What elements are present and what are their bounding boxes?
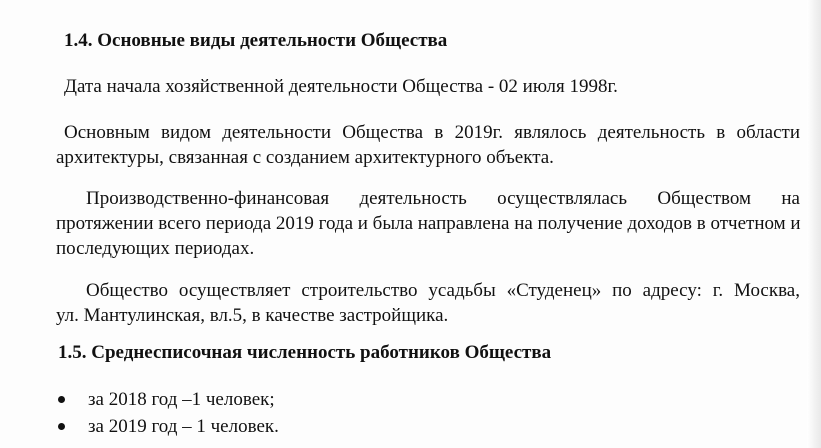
employee-count-2019: за 2019 год – 1 человек.: [88, 416, 279, 437]
bullet-icon: [58, 396, 65, 403]
scan-edge-shadow: [807, 0, 821, 448]
production-activity-paragraph: [56, 186, 800, 261]
list-item: [56, 386, 279, 413]
employee-count-list: [56, 386, 279, 440]
main-activity-line-2: архитектуры, связанная с созданием архитектурного объекта.: [56, 147, 554, 168]
start-date-text: Дата начала хозяйственной деятельности Общества - 02 июля 1998г.: [64, 76, 618, 97]
production-activity-line-3: последующих периодах.: [56, 238, 255, 259]
main-activity-line-1: Основным видом деятельности Общества в 2019г. являлось деятельность в области: [64, 122, 800, 143]
list-item: [56, 413, 279, 440]
start-date-paragraph: [64, 74, 764, 99]
section-1-4-heading: 1.4. Основные виды деятельности Общества: [64, 30, 448, 51]
production-activity-line-1: Производственно-финансовая деятельность осуществлялась Обществом на: [86, 188, 800, 209]
employee-count-2018: за 2018 год –1 человек;: [88, 389, 275, 410]
construction-line-1: Общество осуществляет строительство усадьбы «Студенец» по адресу: г. Москва,: [86, 280, 800, 301]
section-1-5-heading: 1.5. Среднесписочная численность работников Общества: [58, 342, 552, 363]
construction-line-2: ул. Мантулинская, вл.5, в качестве застройщика.: [56, 305, 449, 326]
main-activity-paragraph: [56, 120, 800, 170]
construction-paragraph: [56, 278, 800, 328]
bullet-icon: [58, 423, 65, 430]
production-activity-line-2: протяжении всего периода 2019 года и была направлена на получение доходов в отчетном и: [56, 213, 801, 234]
